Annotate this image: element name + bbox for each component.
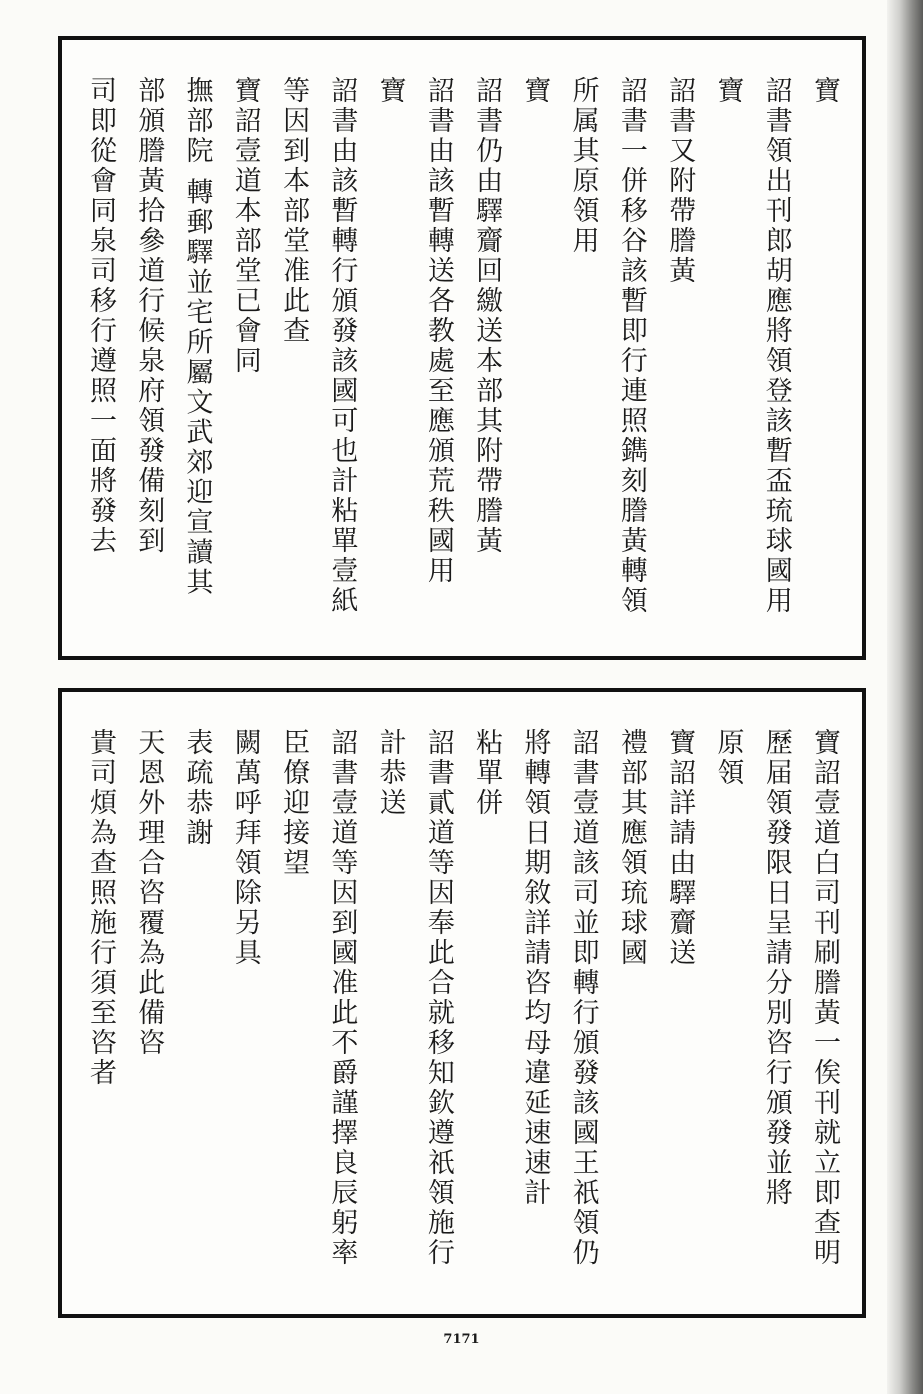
text-columns-top	[80, 76, 844, 642]
text-column: 所属其原領用	[567, 76, 599, 256]
text-column: 詔書領出刊郎胡應將領登該暫盃琉球國用	[760, 76, 792, 616]
text-column: 寶	[519, 76, 551, 106]
book-spine-shadow	[887, 0, 923, 1394]
text-column: 粘單併	[471, 728, 503, 818]
text-column: 寶	[374, 76, 406, 106]
text-column: 寶詔壹道本部堂已會同	[229, 76, 261, 376]
text-column: 撫部院 轉郵驛並宅所屬文武郊迎宣讀其	[181, 76, 213, 598]
text-column: 詔書由該暫轉送各教處至應頒荒秩國用	[422, 76, 454, 586]
text-column: 詔書壹道等因到國准此不爵謹擇良辰躬率	[326, 728, 358, 1268]
text-column: 闕萬呼拜領除另具	[229, 728, 261, 968]
text-column: 寶	[712, 76, 744, 106]
text-column: 寶	[808, 76, 840, 106]
text-column: 詔書又附帶謄黃	[664, 76, 696, 286]
text-column: 詔書壹道該司並即轉行頒發該國王祇領仍	[567, 728, 599, 1268]
text-column: 詔書一併移谷該暫即行連照鐫刻謄黃轉領	[615, 76, 647, 616]
text-column: 司即從會同泉司移行遵照一面將發去	[85, 76, 116, 556]
text-column: 歷届領發限日呈請分別咨行頒發並將	[760, 728, 792, 1208]
text-column: 詔書仍由驛齎回繳送本部其附帶謄黃	[471, 76, 503, 556]
text-column: 貴司煩為查照施行須至咨者	[85, 728, 116, 1088]
text-column: 計恭送	[374, 728, 406, 818]
text-column: 原領	[712, 728, 744, 788]
text-column: 詔書貳道等因奉此合就移知欽遵祇領施行	[422, 728, 454, 1268]
text-column: 部頒謄黃拾參道行候泉府領發備刻到	[133, 76, 165, 556]
text-column: 將轉領日期敘詳請咨均母違延速速計	[519, 728, 551, 1208]
text-column: 禮部其應領琉球國	[615, 728, 647, 968]
text-column: 臣僚迎接望	[278, 728, 310, 878]
manuscript-panel-bottom	[58, 688, 866, 1318]
text-columns-bottom	[80, 728, 844, 1300]
text-column: 等因到本部堂准此查	[278, 76, 310, 346]
text-column: 詔書由該暫轉行頒發該國可也計粘單壹紙	[326, 76, 358, 616]
text-column: 寶詔詳請由驛齎送	[664, 728, 696, 968]
manuscript-panel-top	[58, 36, 866, 660]
text-column: 天恩外理合咨覆為此備咨	[133, 728, 165, 1058]
text-column: 寶詔壹道白司刊刷謄黃一俟刊就立即查明	[808, 728, 840, 1268]
page-number: 7171	[443, 1332, 480, 1347]
text-column: 表疏恭謝	[181, 728, 213, 848]
